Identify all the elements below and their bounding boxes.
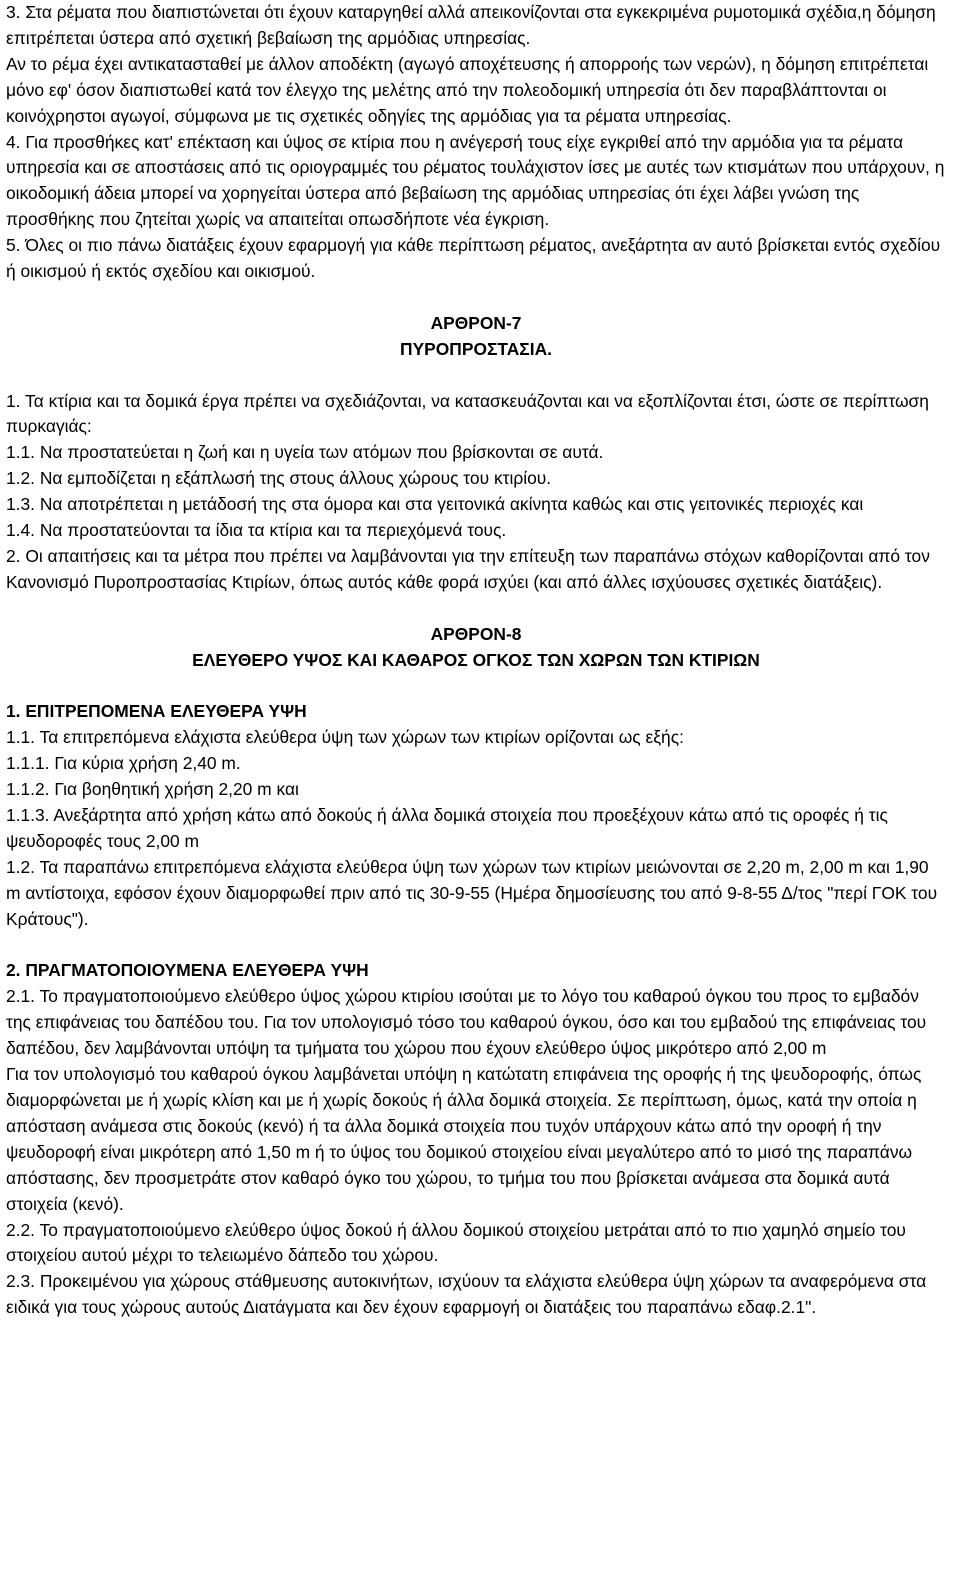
item-2-3: 2.3. Προκειμένου για χώρους στάθμευσης αυτοκινήτων, ισχύουν τα ελάχιστα ελεύθερα ύψη χώρων τα αναφερόμενα στα ειδικά για τους χώρους αυτούς Διατάγματα και δεν έχουν εφαρμογή οι διατάξεις του παραπάνω εδαφ.2.1". — [6, 1271, 927, 1318]
item-1-1-2: 1.1.2. Για βοηθητική χρήση 2,20 m και — [6, 779, 299, 800]
blank-line — [6, 933, 946, 959]
item-1-1-3: 1.1.3. Ανεξάρτητα από χρήση κάτω από δοκούς ή άλλα δομικά στοιχεία που προεξέχουν κάτω από τις οροφές ή τις ψευδοροφές τους 2,00 m — [6, 805, 888, 851]
article-8-subtitle: ΕΛΕΥΘΕΡΟ ΥΨΟΣ ΚΑΙ ΚΑΘΑΡΟΣ ΟΓΚΟΣ ΤΩΝ ΧΩΡΩΝ ΤΩΝ ΚΤΙΡΙΩΝ — [192, 649, 760, 670]
blank-line — [6, 674, 946, 700]
article-7-title: ΑΡΘΡΟΝ-7 — [430, 312, 522, 333]
paragraph-5: 5. Όλες οι πιο πάνω διατάξεις έχουν εφαρμογή για κάθε περίπτωση ρέματος, ανεξάρτητα αν αυτό βρίσκεται εντός σχεδίου ή οικισμού ή εκτός σχεδίου και οικισμού. — [6, 235, 941, 282]
item-1-1: 1.1. Τα επιτρεπόμενα ελάχιστα ελεύθερα ύψη των χώρων των κτιρίων ορίζονται ως εξής: — [6, 727, 684, 748]
item-2-2: 2.2. Το πραγματοποιούμενο ελεύθερο ύψος δοκού ή άλλου δομικού στοιχείου μετράται από το πιο χαμηλό σημείο του στοιχείου αυτού μέχρι το τελειωμένο δάπεδο του χώρου. — [6, 1219, 906, 1266]
item-1-2: 1.2. Τα παραπάνω επιτρεπόμενα ελάχιστα ελεύθερα ύψη των χώρων των κτιρίων μειώνονται σε 2,20 m, 2,00 m και 1,90 m αντίστοιχα, εφόσον έχουν διαμορφωθεί πριν από τις 30-9-55 (Ημέρα δημοσίευσης του από 9-8-55 Δ/τος "περί ΓΟΚ του Κράτους"). — [6, 856, 938, 929]
blank-line — [6, 596, 946, 622]
article-7-item-1-3: 1.3. Να αποτρέπεται η μετάδοσή της στα όμορα και στα γειτονικά ακίνητα καθώς και στις γειτονικές περιοχές και — [6, 494, 864, 515]
article-8-title: ΑΡΘΡΟΝ-8 — [430, 623, 522, 644]
item-2-1: 2.1. Το πραγματοποιούμενο ελεύθερο ύψος χώρου κτιρίου ισούται με το λόγο του καθαρού όγκου του προς το εμβαδόν της επιφάνειας του δαπέδου του. Για τον υπολογισμό τόσο του καθαρού όγκου, όσο και του εμβαδού της επιφάνειας του δαπέδου, δεν λαμβάνονται υπόψη τα τμήματα του χώρου που έχουν ελεύθερο ύψος μικρότερο από 2,00 m — [6, 986, 927, 1059]
article-7-paragraph-1: 1. Τα κτίρια και τα δομικά έργα πρέπει να σχεδιάζονται, να κατασκευάζονται και να εξοπλίζονται έτσι, ώστε σε περίπτωση πυρκαγιάς: — [6, 390, 929, 437]
article-7-subtitle: ΠΥΡΟΠΡΟΣΤΑΣΙΑ. — [400, 338, 552, 359]
article-7-item-1-2: 1.2. Να εμποδίζεται η εξάπλωσή της στους άλλους χώρους του κτιρίου. — [6, 468, 552, 489]
section-2-heading: 2. ΠΡΑΓΜΑΤΟΠΟΙΟΥΜΕΝΑ ΕΛΕΥΘΕΡΑ ΥΨΗ — [6, 960, 369, 981]
article-7-item-1-4: 1.4. Να προστατεύονται τα ίδια τα κτίρια και τα περιεχόμενά τους. — [6, 520, 507, 541]
article-7-item-1-1: 1.1. Να προστατεύεται η ζωή και η υγεία των ατόμων που βρίσκονται σε αυτά. — [6, 442, 604, 463]
blank-line — [6, 285, 946, 311]
item-1-1-1: 1.1.1. Για κύρια χρήση 2,40 m. — [6, 753, 241, 774]
section-1-heading: 1. ΕΠΙΤΡΕΠΟΜΕΝΑ ΕΛΕΥΘΕΡΑ ΥΨΗ — [6, 701, 307, 722]
item-2-1-cont: Για τον υπολογισμό του καθαρού όγκου λαμβάνεται υπόψη η κατώτατη επιφάνεια της οροφής ή της ψευδοροφής, όπως διαμορφώνεται με ή χωρίς κλίση και με ή χωρίς δοκούς ή άλλα δομικά στοιχεία. Σε περίπτωση, όμως, κατά την οποία η απόσταση ανάμεσα στις δοκούς (κενό) ή τα άλλα δομικά στοιχεία που τυχόν υπάρχουν κάτω από την οροφή ή την ψευδοροφή είναι μικρότερη από 1,50 m ή το ύψος του δομικού στοιχείου είναι μεγαλύτερο από το μισό της παραπάνω απόστασης, δεν προσμετράτε στον καθαρό όγκο του χώρου, το τμήμα του που βρίσκεται ανάμεσα στα δομικά αυτά στοιχεία (κενό). — [6, 1064, 922, 1214]
paragraph-3-cont: Αν το ρέμα έχει αντικατασταθεί με άλλον αποδέκτη (αγωγό αποχέτευσης ή απορροής των νερών), η δόμηση επιτρέπεται μόνο εφ' όσον διαπιστωθεί κατά τον έλεγχο της μελέτης από την πολεοδομική υπηρεσία ότι δεν παραβλάπτονται οι κοινόχρηστοι αγωγοί, σύμφωνα με τις σχετικές οδηγίες της αρμόδιας για τα ρέματα υπηρεσίας. — [6, 53, 929, 126]
blank-line — [6, 363, 946, 389]
article-7-paragraph-2: 2. Οι απαιτήσεις και τα μέτρα που πρέπει να λαμβάνονται για την επίτευξη των παραπάνω στόχων καθορίζονται από τον Κανονισμό Πυροπροστασίας Κτιρίων, όπως αυτός κάθε φορά ισχύει (και από άλλες ισχύουσες σχετικές διατάξεις). — [6, 546, 930, 592]
paragraph-4: 4. Για προσθήκες κατ' επέκταση και ύψος σε κτίρια που η ανέγερσή τους είχε εγκριθεί από την αρμόδια για τα ρέματα υπηρεσία και σε αποστάσεις από τις οριογραμμές του ρέματος τουλάχιστον ίσες με αυτές των κτισμάτων που υπάρχουν, η οικοδομική άδεια μπορεί να χορηγείται ύστερα από βεβαίωση της αρμόδιας υπηρεσίας ότι έχει λάβει γνώση της προσθήκης που ζητείται χωρίς να απαιτείται οπωσδήποτε νέα έγκριση. — [6, 131, 945, 230]
paragraph-3: 3. Στα ρέματα που διαπιστώνεται ότι έχουν καταργηθεί αλλά απεικονίζονται στα εγκεκριμένα ρυμοτομικά σχέδια,η δόμηση επιτρέπεται ύστερα από σχετική βεβαίωση της αρμόδιας υπηρεσίας. — [6, 2, 936, 48]
